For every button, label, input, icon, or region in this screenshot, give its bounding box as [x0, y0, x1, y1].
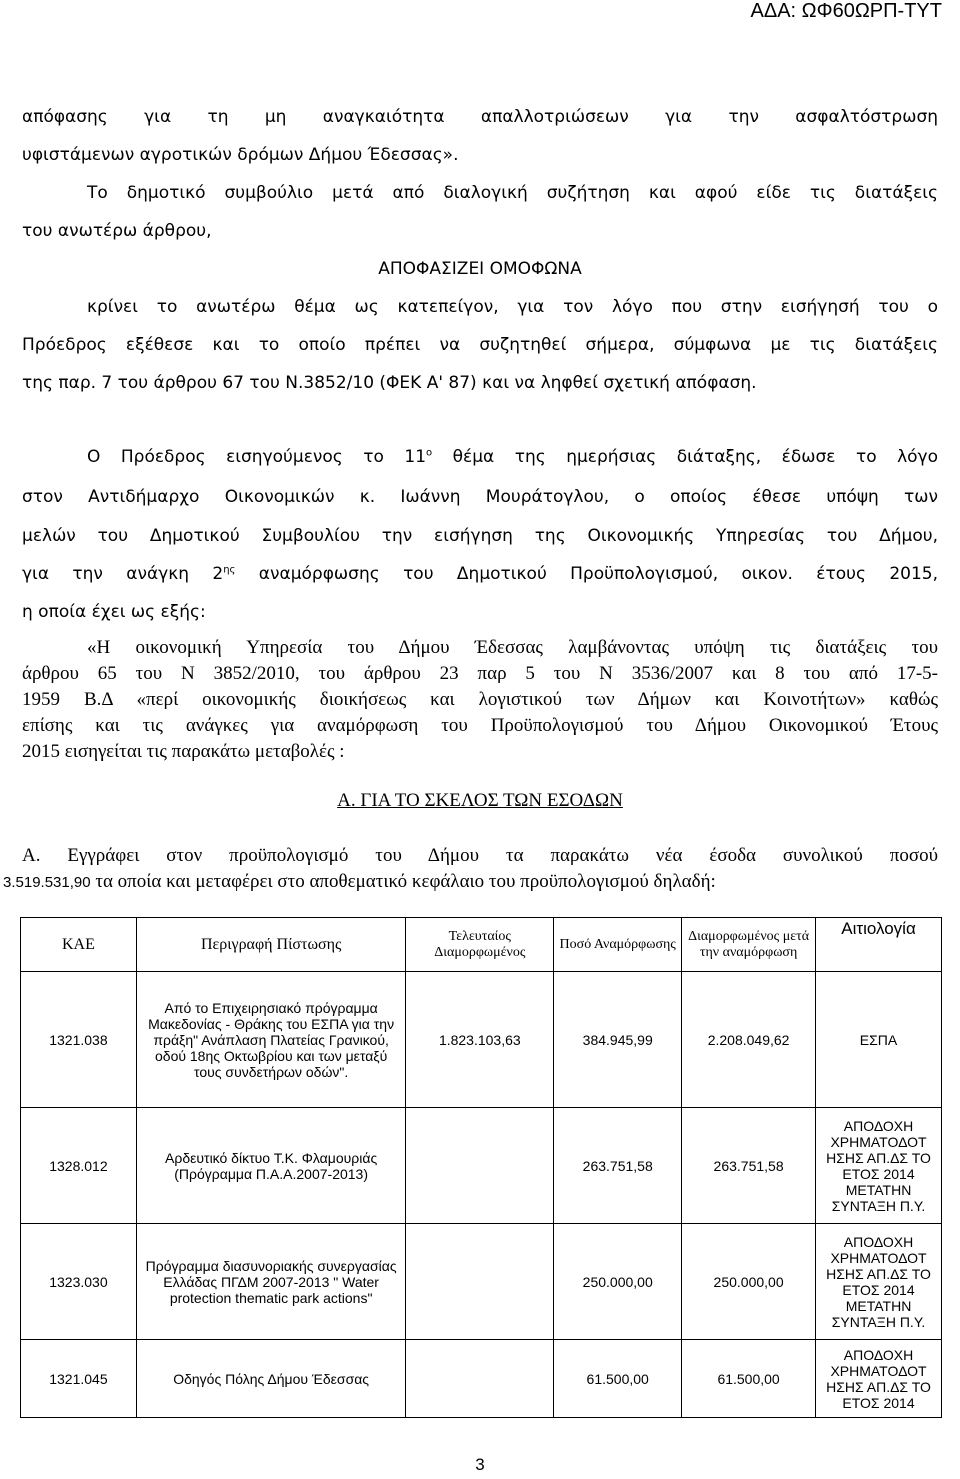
header-after: Διαμορφωμένος μετά την αναμόρφωση — [682, 918, 816, 972]
cell-reason: ΑΠΟΔΟΧΗ ΧΡΗΜΑΤΟΔΟΤ ΗΣΗΣ ΑΠ.ΔΣ ΤΟ ΕΤΟΣ 2014 — [816, 1340, 942, 1418]
quote-line-2: άρθρου 65 του Ν 3852/2010, του άρθρου 23 παρ 5 του Ν 3536/2007 και 8 του από 17-5- — [22, 663, 938, 684]
quote-line-3: 1959 Β.Δ «περί οικονομικής διοικήσεως και λογιστικού των Δήμων και Κοινοτήτων» καθώς — [22, 689, 938, 710]
cell-description: Αρδευτικό δίκτυο Τ.Κ. Φλαμουριάς (Πρόγραμμα Π.Α.Α.2007-2013) — [136, 1108, 406, 1224]
table-row — [21, 1340, 942, 1418]
cell-description: Οδηγός Πόλης Δήμου Έδεσσας — [136, 1340, 406, 1418]
cell-amount: 61.500,00 — [554, 1340, 682, 1418]
cell-reason: ΕΣΠΑ — [816, 972, 942, 1108]
quote-line-4: επίσης και τις ανάγκες για αναμόρφωση του Προϋπολογισμού του Δήμου Οικονομικού Έτους — [22, 715, 938, 736]
intro-line-3: Το δημοτικό συμβούλιο μετά από διαλογική συζήτηση και αφού είδε τις διατάξεις — [87, 183, 938, 203]
page-number: 3 — [475, 1455, 485, 1474]
cell-description: Από το Επιχειρησιακό πρόγραμμα Μακεδονίας - Θράκης του ΕΣΠΑ για την πράξη" Ανάπλαση Πλατείας Γρανικού, οδού 18ης Οκτωβρίου και των μεταξύ τους συνδετήρων οδών". — [136, 972, 406, 1108]
subsection-line-2: 3.519.531,90 τα οποία και μεταφέρει στο αποθεματικό κεφάλαιο του προϋπολογισμού δηλαδή: — [3, 871, 716, 892]
header-reason: Αιτιολογία — [816, 918, 942, 972]
cell-kae: 1321.038 — [21, 972, 137, 1108]
item-line-2: στον Αντιδήμαρχο Οικονομικών κ. Ιωάννη Μουράτογλου, ο οποίος έθεσε υπόψη των — [22, 487, 938, 507]
intro-line-4: του ανωτέρω άρθρου, — [22, 221, 212, 241]
quote-line-1: «Η οικονομική Υπηρεσία του Δήμου Έδεσσας λαμβάνοντας υπόψη τις διατάξεις του — [87, 637, 938, 658]
cell-description: Πρόγραμμα διασυνοριακής συνεργασίας Ελλάδας ΠΓΔΜ 2007-2013 " Water protection thematic park actions" — [136, 1224, 406, 1340]
cell-after: 2.208.049,62 — [682, 972, 816, 1108]
intro-line-5: κρίνει το ανωτέρω θέμα ως κατεπείγον, για τον λόγο που στην εισήγησή του ο — [87, 297, 938, 317]
cell-amount: 250.000,00 — [554, 1224, 682, 1340]
subsection-amount: 3.519.531,90 — [3, 874, 91, 891]
cell-last-modified: 1.823.103,63 — [406, 972, 554, 1108]
cell-last-modified — [406, 1224, 554, 1340]
item-line-3: μελών του Δημοτικού Συμβουλίου την εισήγηση της Οικονομικής Υπηρεσίας του Δήμου, — [22, 526, 938, 546]
header-description: Περιγραφή Πίστωσης — [136, 918, 406, 972]
cell-after: 250.000,00 — [682, 1224, 816, 1340]
header-last-modified: Τελευταίος Διαμορφωμένος — [406, 918, 554, 972]
cell-reason: ΑΠΟΔΟΧΗ ΧΡΗΜΑΤΟΔΟΤ ΗΣΗΣ ΑΠ.ΔΣ ΤΟ ΕΤΟΣ 2014 ΜΕΤΑΤΗΝ ΣΥΝΤΑΞΗ Π.Υ. — [816, 1224, 942, 1340]
cell-kae: 1323.030 — [21, 1224, 137, 1340]
intro-line-6: Πρόεδρος εξέθεσε και το οποίο πρέπει να συζητηθεί σήμερα, σύμφωνα με τις διατάξεις — [22, 335, 938, 355]
cell-reason: ΑΠΟΔΟΧΗ ΧΡΗΜΑΤΟΔΟΤ ΗΣΗΣ ΑΠ.ΔΣ ΤΟ ΕΤΟΣ 2014 ΜΕΤΑΤΗΝ ΣΥΝΤΑΞΗ Π.Υ. — [816, 1108, 942, 1224]
table-row — [21, 972, 942, 1108]
cell-after: 61.500,00 — [682, 1340, 816, 1418]
quote-line-5: 2015 εισηγείται τις παρακάτω μεταβολές : — [22, 741, 345, 762]
item-line-1: Ο Πρόεδρος εισηγούμενος το $11^o$ θέμα της ημερήσιας διάταξης, έδωσε το λόγο — [87, 447, 939, 467]
intro-line-7: της παρ. 7 του άρθρου 67 του Ν.3852/10 (ΦΕΚ Α' 87) και να ληφθεί σχετική απόφαση. — [22, 373, 757, 393]
cell-kae: 1321.045 — [21, 1340, 137, 1418]
cell-amount: 384.945,99 — [554, 972, 682, 1108]
cell-last-modified — [406, 1340, 554, 1418]
item-line-5: η οποία έχει ως εξής: — [22, 602, 206, 622]
revenue-table — [20, 917, 942, 1418]
table-row — [21, 1224, 942, 1340]
header-amount: Ποσό Αναμόρφωσης — [554, 918, 682, 972]
ada-header: ΑΔΑ: ΩΦ60ΩΡΠ-ΤΥΤ — [750, 0, 942, 22]
table-row — [21, 1108, 942, 1224]
cell-kae: 1328.012 — [21, 1108, 137, 1224]
section-title: Α. ΓΙΑ ΤΟ ΣΚΕΛΟΣ ΤΩΝ ΕΣΟΔΩΝ — [337, 790, 623, 811]
intro-line-1: απόφασης για τη μη αναγκαιότητα απαλλοτριώσεων για την ασφαλτόστρωση — [22, 107, 938, 127]
cell-amount: 263.751,58 — [554, 1108, 682, 1224]
subsection-line-1: Α. Εγγράφει στον προϋπολογισμό του Δήμου τα παρακάτω νέα έσοδα συνολικού ποσού — [22, 845, 938, 866]
cell-last-modified — [406, 1108, 554, 1224]
item-line-4: για την ανάγκη $2^{\eta\varsigma}$ αναμόρφωσης του Δημοτικού Προϋπολογισμού, οικον. έτους 2015, — [22, 564, 938, 584]
intro-line-2: υφιστάμενων αγροτικών δρόμων Δήμου Έδεσσας». — [22, 145, 459, 165]
table-header-row — [21, 918, 942, 972]
cell-after: 263.751,58 — [682, 1108, 816, 1224]
header-kae: ΚΑΕ — [21, 918, 137, 972]
decision-heading: ΑΠΟΦΑΣΙΖΕΙ ΟΜΟΦΩΝΑ — [378, 259, 582, 279]
